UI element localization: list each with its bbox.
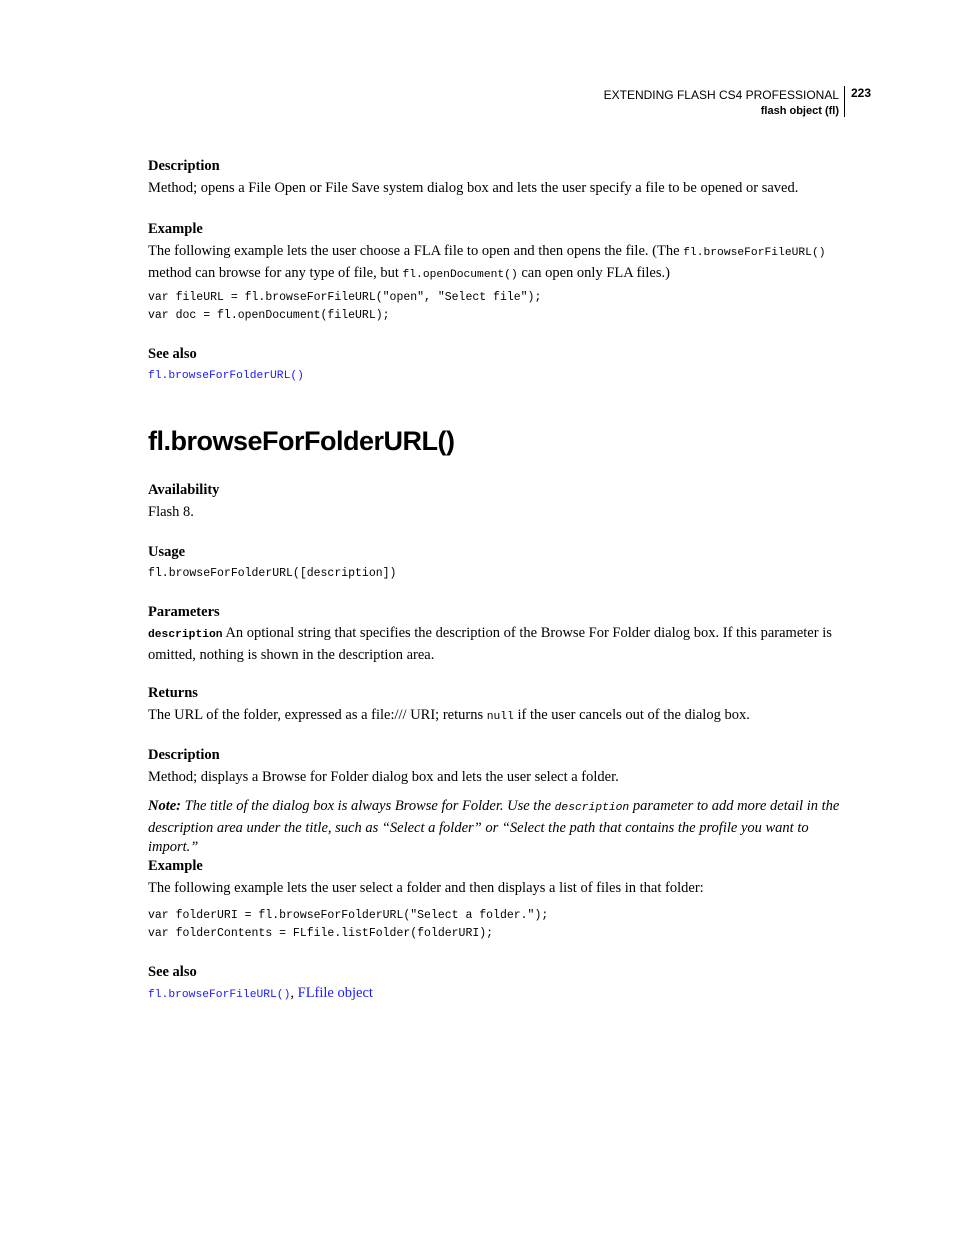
example-text xyxy=(148,242,840,285)
example-text-2: The following example lets the user select a folder and then displays a list of files in that folder: xyxy=(148,880,704,896)
see-also-heading: See also xyxy=(148,346,197,362)
description-text-2: Method; displays a Browse for Folder dialog box and lets the user select a folder. xyxy=(148,769,619,785)
parameter-description xyxy=(148,624,840,665)
returns-heading: Returns xyxy=(148,685,198,701)
note-text-part2: parameter to add more detail in the description area under the title, such as “Select a folder” or “Select the path that contains the profile you want to import.” xyxy=(148,798,840,855)
see-also-separator: , xyxy=(290,985,298,1001)
parameters-heading: Parameters xyxy=(148,604,220,620)
returns-text-part2: if the user cancels out of the dialog box. xyxy=(517,707,750,723)
running-header xyxy=(604,87,839,119)
note xyxy=(148,797,840,858)
usage-heading: Usage xyxy=(148,544,186,560)
usage-code: fl.browseForFolderURL([description]) xyxy=(148,567,397,580)
inline-code-null: null xyxy=(486,711,514,723)
example-heading: Example xyxy=(148,221,203,237)
page-title: fl.browseForFolderURL() xyxy=(148,426,455,456)
description-heading-2: Description xyxy=(148,747,220,763)
see-also-link-flfile[interactable]: FLfile object xyxy=(297,985,373,1001)
description-text: Method; opens a File Open or File Save system dialog box and lets the user specify a file to be opened or saved. xyxy=(148,180,799,196)
see-also-link-browse-file[interactable]: fl.browseForFileURL() xyxy=(148,989,291,1001)
inline-code-description: description xyxy=(554,802,630,814)
example-text-part2: method can browse for any type of file, but xyxy=(148,264,399,281)
example-text-part3: can open only FLA files.) xyxy=(521,264,670,281)
example-heading-2: Example xyxy=(148,858,203,874)
returns-text-part1: The URL of the folder, expressed as a file:/// URI; returns xyxy=(148,707,484,723)
note-label: Note: xyxy=(148,798,182,814)
availability-text: Flash 8. xyxy=(148,504,194,520)
returns-text xyxy=(148,706,840,728)
code-line: var folderURI = fl.browseForFolderURL("Select a folder."); xyxy=(148,909,549,922)
see-also-links xyxy=(148,985,373,1002)
header-divider xyxy=(844,86,845,117)
availability-heading: Availability xyxy=(148,482,220,498)
code-line: var fileURL = fl.browseForFileURL("open", "Select file"); xyxy=(148,291,542,304)
description-heading: Description xyxy=(148,158,220,174)
header-subtitle: flash object (fl) xyxy=(760,105,839,117)
code-line: var folderContents = FLfile.listFolder(folderURI); xyxy=(148,927,494,940)
example-text-part1: The following example lets the user choose a FLA file to open and then opens the file. (The xyxy=(148,243,680,259)
inline-code-browse-for-file: fl.browseForFileURL() xyxy=(683,247,826,259)
param-text: An optional string that specifies the description of the Browse For Folder dialog box. If this parameter is omitted, nothing is shown in the description area. xyxy=(148,625,832,663)
code-block-2 xyxy=(148,907,548,943)
note-text-part1: The title of the dialog box is always Browse for Folder. Use the xyxy=(184,798,552,814)
see-also-heading-2: See also xyxy=(148,964,197,980)
code-line: var doc = fl.openDocument(fileURL); xyxy=(148,309,390,322)
param-name: description xyxy=(148,629,223,641)
page-number: 223 xyxy=(851,86,872,100)
code-block-1 xyxy=(148,289,541,325)
inline-code-open-document: fl.openDocument() xyxy=(402,268,518,281)
header-title: EXTENDING FLASH CS4 PROFESSIONAL xyxy=(603,88,839,102)
see-also-link-browse-folder[interactable]: fl.browseForFolderURL() xyxy=(148,370,304,382)
